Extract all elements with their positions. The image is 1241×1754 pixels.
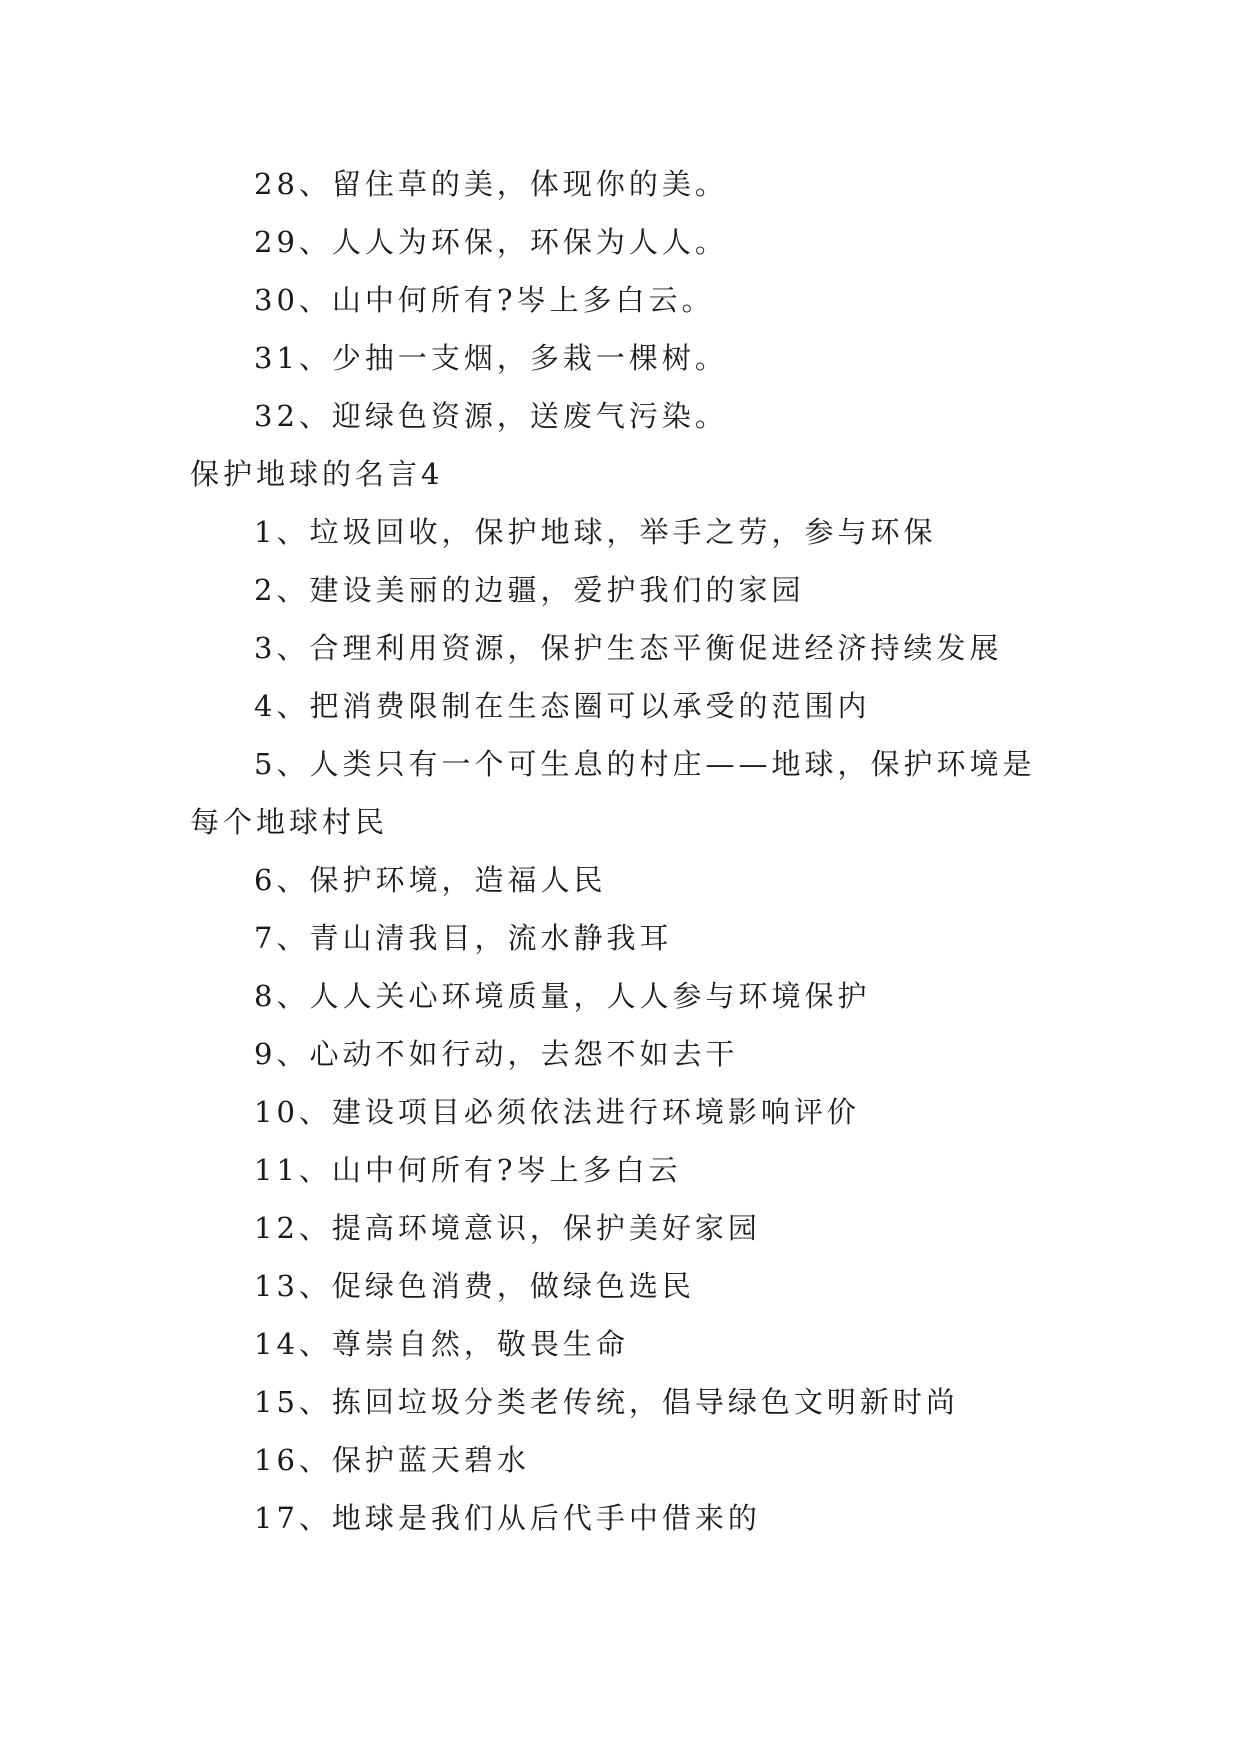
quote-line: 30、山中何所有?岑上多白云。 — [254, 283, 715, 317]
quote-line: 7、青山清我目，流水静我耳 — [254, 921, 673, 955]
quote-line: 16、保护蓝天碧水 — [254, 1443, 530, 1477]
quote-line: 5、人类只有一个可生息的村庄——地球，保护环境是 — [254, 747, 1036, 781]
quote-line: 14、尊崇自然，敬畏生命 — [254, 1327, 629, 1361]
quote-line: 31、少抽一支烟，多栽一棵树。 — [254, 341, 728, 375]
quote-line: 6、保护环境，造福人民 — [254, 863, 607, 897]
quote-line: 11、山中何所有?岑上多白云 — [254, 1153, 682, 1187]
quote-line: 32、迎绿色资源，送废气污染。 — [254, 399, 728, 433]
quote-line: 2、建设美丽的边疆，爱护我们的家园 — [254, 573, 805, 607]
quote-line: 3、合理利用资源，保护生态平衡促进经济持续发展 — [254, 631, 1003, 665]
quote-line: 1、垃圾回收，保护地球，举手之劳，参与环保 — [254, 515, 937, 549]
quote-line: 28、留住草的美，体现你的美。 — [254, 167, 728, 201]
quote-line: 15、拣回垃圾分类老传统，倡导绿色文明新时尚 — [254, 1385, 959, 1419]
quote-line: 8、人人关心环境质量，人人参与环境保护 — [254, 979, 871, 1013]
quote-line: 4、把消费限制在生态圈可以承受的范围内 — [254, 689, 871, 723]
quote-line: 10、建设项目必须依法进行环境影响评价 — [254, 1095, 860, 1129]
quote-line-continuation: 每个地球村民 — [190, 805, 389, 839]
quote-line: 29、人人为环保，环保为人人。 — [254, 225, 728, 259]
quote-line: 17、地球是我们从后代手中借来的 — [254, 1501, 761, 1535]
quote-line: 12、提高环境意识，保护美好家园 — [254, 1211, 761, 1245]
quote-line: 9、心动不如行动，去怨不如去干 — [254, 1037, 739, 1071]
section-title: 保护地球的名言4 — [190, 457, 444, 491]
quote-line: 13、促绿色消费，做绿色选民 — [254, 1269, 695, 1303]
